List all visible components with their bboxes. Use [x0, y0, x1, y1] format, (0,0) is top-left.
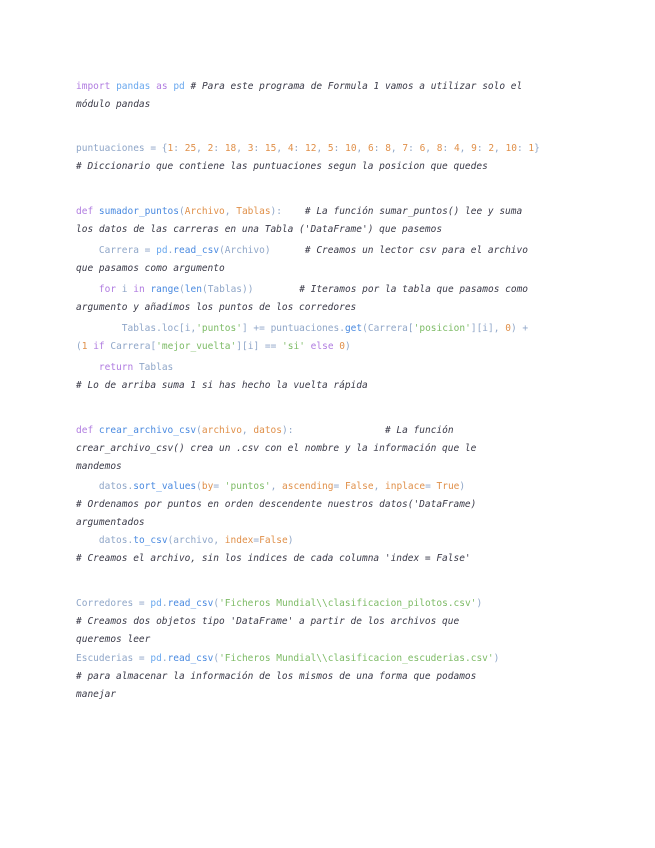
code-parameter: inplace: [385, 481, 426, 492]
code-operator: .: [156, 323, 162, 334]
code-string: 'Ficheros Mundial\\clasificacion_pilotos.csv': [219, 598, 477, 609]
code-line: [76, 359, 586, 377]
code-operator: :: [333, 143, 346, 154]
code-boolean: False: [344, 481, 374, 492]
code-operator: ,: [390, 143, 403, 154]
code-comment: # Para este programa de Formula 1 vamos a utilizar solo el: [190, 81, 523, 92]
code-operator: ): [264, 245, 305, 256]
code-operator: ],: [488, 323, 506, 334]
code-number: 4: [453, 143, 460, 154]
code-line: [76, 550, 586, 568]
code-operator: (: [196, 481, 202, 492]
code-string: 'puntos': [224, 481, 271, 492]
code-block-return: [76, 359, 586, 395]
code-parameter: index: [224, 535, 254, 546]
code-parameter: archivo: [201, 425, 242, 436]
code-string: 'si': [282, 341, 305, 352]
code-operator: =: [133, 598, 151, 609]
code-operator: [: [150, 341, 157, 352]
code-comment: # Diccionario que contiene las puntuaciones segun la posicion que quedes: [76, 161, 488, 172]
code-function: sumador_puntos: [98, 206, 179, 217]
code-operator: =: [138, 245, 157, 256]
code-operator: ,: [373, 481, 386, 492]
code-string: 'puntos': [196, 323, 242, 334]
code-block-corredores: [76, 595, 586, 649]
code-keyword: as: [156, 81, 168, 92]
code-line: [76, 140, 586, 158]
code-operator: (: [76, 341, 82, 352]
code-operator: :: [408, 143, 420, 154]
code-number: 1: [528, 143, 535, 154]
code-variable: Tablas: [138, 362, 174, 373]
code-comment: # La función sumar_puntos() lee y suma: [304, 206, 523, 217]
code-operator: :: [373, 143, 386, 154]
code-line: [76, 158, 586, 176]
code-operator: :: [293, 143, 305, 154]
code-line: [76, 338, 586, 356]
code-operator: .: [167, 245, 174, 256]
code-variable: puntuaciones: [76, 143, 145, 154]
code-variable: archivo: [173, 535, 214, 546]
code-operator: )): [242, 284, 300, 295]
code-variable: Corredores: [76, 598, 134, 609]
code-comment: módulo pandas: [76, 99, 151, 110]
code-string: 'Ficheros Mundial\\clasificacion_escuderias.csv': [219, 653, 494, 664]
code-number: 10: [505, 143, 517, 154]
code-space: [76, 481, 99, 492]
code-line: [76, 78, 586, 96]
code-number: 1: [167, 143, 174, 154]
code-line: [76, 668, 586, 686]
code-keyword: def: [76, 206, 94, 217]
code-operator: ): [345, 341, 351, 352]
code-operator: }: [534, 143, 540, 154]
code-number: 0: [339, 341, 346, 352]
code-operator: ,: [190, 323, 197, 334]
code-function: sort_values: [133, 481, 197, 492]
code-comment: # Iteramos por la tabla que pasamos como: [299, 284, 529, 295]
code-comment: # Creamos un lector csv para el archivo: [304, 245, 528, 256]
code-operator: ] ==: [253, 341, 283, 352]
code-keyword: return: [98, 362, 134, 373]
code-block-import: [76, 78, 586, 114]
code-string: 'mejor_vuelta': [156, 341, 237, 352]
code-number: 6: [368, 143, 374, 154]
code-operator: .: [127, 535, 134, 546]
code-number: 18: [224, 143, 237, 154]
code-line: [76, 686, 586, 704]
code-variable: i: [184, 323, 191, 334]
code-function: len: [184, 284, 202, 295]
code-block-def-sumador: [76, 203, 586, 239]
code-operator: :: [213, 143, 225, 154]
code-variable: Tablas: [121, 323, 157, 334]
code-operator: ] +=: [241, 323, 271, 334]
code-block-puntuaciones: [76, 140, 586, 176]
code-operator: (: [201, 284, 208, 295]
code-function: to_csv: [133, 535, 168, 546]
code-operator: .: [161, 598, 168, 609]
code-space: [76, 284, 99, 295]
code-comment: argumentados: [76, 517, 145, 528]
code-operator: ,: [224, 206, 237, 217]
code-operator: ,: [213, 535, 225, 546]
code-operator: =: [253, 535, 260, 546]
code-keyword: in: [133, 284, 145, 295]
code-line: [76, 631, 586, 649]
code-number: 12: [305, 143, 317, 154]
code-function: read_csv: [167, 598, 214, 609]
code-operator: ): [287, 535, 294, 546]
code-number: 5: [327, 143, 334, 154]
code-variable: Escuderias: [76, 653, 134, 664]
code-operator: (: [196, 425, 202, 436]
code-boolean: False: [259, 535, 288, 546]
code-operator: =: [333, 481, 345, 492]
code-module: pd: [173, 81, 185, 92]
code-block-sort-values: [76, 478, 586, 532]
code-operator: (: [213, 598, 220, 609]
code-operator: (: [219, 245, 225, 256]
code-variable: i: [121, 284, 128, 295]
code-block-for-loop: [76, 281, 586, 317]
code-keyword: else: [310, 341, 334, 352]
code-variable: puntuaciones: [270, 323, 340, 334]
code-parameter: ascending: [282, 481, 334, 492]
code-line: [76, 496, 586, 514]
code-number: 7: [402, 143, 409, 154]
code-operator: (: [213, 653, 220, 664]
code-comment: argumento y añadimos los puntos de los corredores: [76, 302, 357, 313]
code-operator: ,: [356, 143, 368, 154]
code-variable: i: [482, 323, 489, 334]
code-operator: ][: [236, 341, 248, 352]
code-variable: Archivo: [224, 245, 265, 256]
code-variable: loc: [161, 323, 179, 334]
code-comment: # Creamos el archivo, sin los indices de cada columna 'index = False': [76, 553, 471, 564]
code-operator: ,: [270, 481, 283, 492]
code-comment: queremos leer: [76, 634, 151, 645]
code-function: read_csv: [173, 245, 220, 256]
code-parameter: Tablas: [236, 206, 271, 217]
code-keyword: if: [93, 341, 105, 352]
code-operator: .: [127, 481, 134, 492]
code-comment: crear_archivo_csv() crea un .csv con el nombre y la información que le: [76, 443, 477, 454]
code-operator: :: [476, 143, 489, 154]
code-space: [76, 535, 99, 546]
code-operator: ):: [270, 206, 305, 217]
code-number: 9: [471, 143, 477, 154]
code-operator: ,: [196, 143, 208, 154]
code-line: [76, 422, 586, 440]
code-number: 3: [247, 143, 254, 154]
code-block-carrera: [76, 242, 586, 278]
code-number: 15: [264, 143, 277, 154]
code-boolean: True: [436, 481, 460, 492]
code-line: [76, 221, 586, 239]
code-module: pd: [150, 653, 162, 664]
code-operator: ,: [276, 143, 288, 154]
code-operator: ,: [241, 425, 254, 436]
code-operator: ): [493, 653, 500, 664]
code-operator: ,: [236, 143, 248, 154]
code-variable: datos: [98, 481, 128, 492]
code-line: [76, 281, 586, 299]
code-number: 4: [287, 143, 294, 154]
code-variable: Carrera: [367, 323, 408, 334]
code-comment: # Lo de arriba suma 1 si has hecho la vuelta rápida: [76, 380, 368, 391]
code-function: range: [150, 284, 180, 295]
code-number: 6: [419, 143, 426, 154]
code-line: [76, 595, 586, 613]
code-block-def-crear: [76, 422, 586, 476]
code-comment: # Creamos dos objetos tipo 'DataFrame' a partir de los archivos que: [76, 616, 460, 627]
code-operator: ,: [459, 143, 472, 154]
code-function: read_csv: [167, 653, 214, 664]
code-keyword: import: [76, 81, 111, 92]
code-comment: manejar: [76, 689, 117, 700]
code-operator: =: [213, 481, 225, 492]
code-operator: ): [459, 481, 466, 492]
code-operator: :: [442, 143, 454, 154]
code-operator: .: [161, 653, 168, 664]
code-number: 0: [505, 323, 511, 334]
code-number: 25: [184, 143, 197, 154]
code-parameter: by: [201, 481, 214, 492]
code-string: 'posicion': [413, 323, 471, 334]
code-comment: # para almacenar la información de los mismos de una forma que podamos: [76, 671, 477, 682]
code-line: [76, 260, 586, 278]
code-operator: (: [178, 206, 185, 217]
code-block-tablas-loc: [76, 320, 586, 356]
code-line: [76, 96, 586, 114]
code-operator: =: [133, 653, 151, 664]
code-line: [76, 320, 586, 338]
code-line: [76, 242, 586, 260]
code-operator: ,: [316, 143, 328, 154]
code-operator: (: [167, 535, 174, 546]
code-line: [76, 532, 586, 550]
code-module: pd: [156, 245, 168, 256]
code-block-escuderias: [76, 650, 586, 704]
code-operator: [: [407, 323, 414, 334]
code-variable: i: [247, 341, 254, 352]
code-keyword: def: [76, 425, 94, 436]
code-operator: :: [173, 143, 185, 154]
code-number: 2: [488, 143, 495, 154]
code-comment: # La función: [384, 425, 454, 436]
code-number: 10: [345, 143, 357, 154]
code-line: [76, 613, 586, 631]
code-line: [76, 458, 586, 476]
code-operator: =: [425, 481, 437, 492]
code-parameter: Archivo: [184, 206, 225, 217]
code-line: [76, 440, 586, 458]
code-operator: :: [516, 143, 529, 154]
code-variable: Tablas: [207, 284, 243, 295]
code-comment: que pasamos como argumento: [76, 263, 225, 274]
code-variable: Carrera: [110, 341, 151, 352]
code-line: [76, 299, 586, 317]
code-comment: los datos de las carreras en una Tabla ('DataFrame') que pasemos: [76, 224, 443, 235]
code-parameter: datos: [253, 425, 282, 436]
code-space: [76, 323, 122, 334]
code-operator: ):: [281, 425, 385, 436]
code-function: get: [344, 323, 363, 334]
code-operator: = {: [144, 143, 168, 154]
code-line: [76, 377, 586, 395]
code-keyword: for: [98, 284, 117, 295]
code-block-to-csv: [76, 532, 586, 568]
code-line: [76, 514, 586, 532]
code-operator: ][: [470, 323, 483, 334]
code-operator: ) +: [510, 323, 529, 334]
code-number: 1: [81, 341, 88, 352]
code-comment: # Ordenamos por puntos en orden descendente nuestros datos('DataFrame): [76, 499, 477, 510]
code-operator: ): [476, 598, 483, 609]
code-operator: (: [179, 284, 185, 295]
code-operator: ,: [494, 143, 506, 154]
code-operator: [: [179, 323, 185, 334]
code-line: [76, 650, 586, 668]
code-operator: ,: [425, 143, 437, 154]
code-number: 8: [436, 143, 443, 154]
code-line: [76, 203, 586, 221]
code-module: pandas: [116, 81, 151, 92]
code-variable: datos: [98, 535, 128, 546]
code-line: [76, 478, 586, 496]
code-operator: (: [362, 323, 368, 334]
code-function: crear_archivo_csv: [98, 425, 197, 436]
code-number: 8: [385, 143, 391, 154]
code-operator: .: [339, 323, 345, 334]
code-number: 2: [207, 143, 214, 154]
code-variable: Carrera: [98, 245, 139, 256]
code-space: [76, 245, 99, 256]
code-operator: :: [253, 143, 265, 154]
code-comment: mandemos: [76, 461, 122, 472]
code-module: pd: [150, 598, 162, 609]
code-space: [76, 362, 99, 373]
